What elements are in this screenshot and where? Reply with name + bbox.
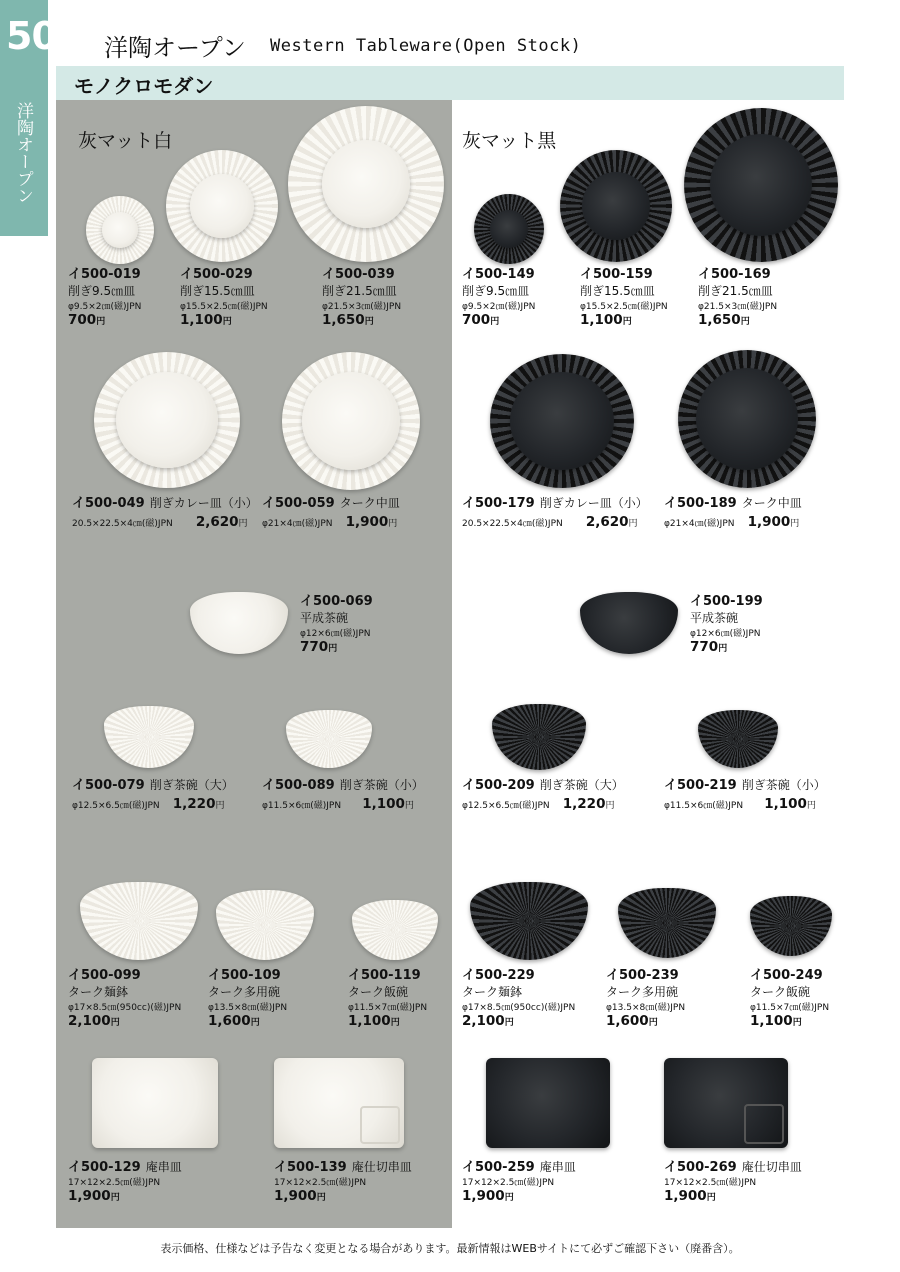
product-label: イ500-029 削ぎ15.5㎝皿 φ15.5×2.5㎝(磁)JPN 1,100円: [180, 267, 268, 328]
product-image: [486, 1058, 610, 1148]
product-image: [86, 196, 154, 264]
product-image: [698, 710, 778, 768]
product-label: イ500-079 削ぎ茶碗（大） φ12.5×6.5㎝(磁)JPN 1,220円: [72, 778, 234, 812]
product-label: イ500-129 庵串皿 17×12×2.5㎝(磁)JPN 1,900円: [68, 1160, 182, 1204]
product-image: [580, 592, 678, 654]
product-label: イ500-149 削ぎ9.5㎝皿 φ9.5×2㎝(磁)JPN 700円: [462, 267, 536, 328]
product-image: [618, 888, 716, 958]
product-image: [492, 704, 586, 770]
product-label: イ500-179 削ぎカレー皿（小） 20.5×22.5×4㎝(磁)JPN 2,620円: [462, 496, 648, 530]
product-label: イ500-059 ターク中皿 φ21×4㎝(磁)JPN 1,900円: [262, 496, 400, 530]
product-label: イ500-269 庵仕切串皿 17×12×2.5㎝(磁)JPN 1,900円: [664, 1160, 802, 1204]
product-label: イ500-019 削ぎ9.5㎝皿 φ9.5×2㎝(磁)JPN 700円: [68, 267, 142, 328]
product-label: イ500-199 平成茶碗 φ12×6㎝(磁)JPN 770円: [690, 594, 763, 655]
product-label: イ500-089 削ぎ茶碗（小） φ11.5×6㎝(磁)JPN 1,100円: [262, 778, 424, 812]
product-label: イ500-229 ターク麺鉢 φ17×8.5㎝(950cc)(磁)JPN 2,100円: [462, 968, 576, 1029]
product-image: [470, 882, 588, 960]
page-number: 500: [6, 14, 83, 58]
side-label: 洋陶オープン: [13, 102, 33, 204]
left-column-title: 灰マット白: [78, 130, 173, 152]
page-subtitle: Western Tableware(Open Stock): [270, 36, 582, 56]
section-title: モノクロモダン: [74, 74, 214, 98]
product-label: イ500-219 削ぎ茶碗（小） φ11.5×6㎝(磁)JPN 1,100円: [664, 778, 826, 812]
product-image: [274, 1058, 404, 1148]
product-label: イ500-209 削ぎ茶碗（大） φ12.5×6.5㎝(磁)JPN 1,220円: [462, 778, 624, 812]
product-label: イ500-259 庵串皿 17×12×2.5㎝(磁)JPN 1,900円: [462, 1160, 576, 1204]
product-image: [490, 354, 634, 488]
product-label: イ500-119 ターク飯碗 φ11.5×7㎝(磁)JPN 1,100円: [348, 968, 428, 1029]
product-image: [92, 1058, 218, 1148]
product-label: イ500-239 ターク多用碗 φ13.5×8㎝(磁)JPN 1,600円: [606, 968, 686, 1029]
footer-note: 表示価格、仕様などは予告なく変更となる場合があります。最新情報はWEBサイトにて必ずご確認下さい（廃番含）。: [160, 1242, 740, 1255]
product-image: [288, 106, 444, 262]
product-label: イ500-169 削ぎ21.5㎝皿 φ21.5×3㎝(磁)JPN 1,650円: [698, 267, 778, 328]
product-label: イ500-189 ターク中皿 φ21×4㎝(磁)JPN 1,900円: [664, 496, 802, 530]
product-image: [474, 194, 544, 264]
product-label: イ500-039 削ぎ21.5㎝皿 φ21.5×3㎝(磁)JPN 1,650円: [322, 267, 402, 328]
product-label: イ500-249 ターク飯碗 φ11.5×7㎝(磁)JPN 1,100円: [750, 968, 830, 1029]
product-image: [560, 150, 672, 262]
product-image: [750, 896, 832, 956]
product-image: [94, 352, 240, 488]
product-image: [678, 350, 816, 488]
product-label: イ500-109 ターク多用碗 φ13.5×8㎝(磁)JPN 1,600円: [208, 968, 288, 1029]
product-image: [166, 150, 278, 262]
product-label: イ500-099 ターク麺鉢 φ17×8.5㎝(950cc)(磁)JPN 2,100円: [68, 968, 182, 1029]
product-label: イ500-159 削ぎ15.5㎝皿 φ15.5×2.5㎝(磁)JPN 1,100円: [580, 267, 668, 328]
product-image: [282, 352, 420, 490]
product-label: イ500-139 庵仕切串皿 17×12×2.5㎝(磁)JPN 1,900円: [274, 1160, 412, 1204]
product-image: [664, 1058, 788, 1148]
right-column-title: 灰マット黒: [462, 130, 557, 152]
page-title: 洋陶オープン: [104, 34, 246, 62]
product-label: イ500-049 削ぎカレー皿（小） 20.5×22.5×4㎝(磁)JPN 2,620円: [72, 496, 258, 530]
product-label: イ500-069 平成茶碗 φ12×6㎝(磁)JPN 770円: [300, 594, 373, 655]
product-image: [684, 108, 838, 262]
